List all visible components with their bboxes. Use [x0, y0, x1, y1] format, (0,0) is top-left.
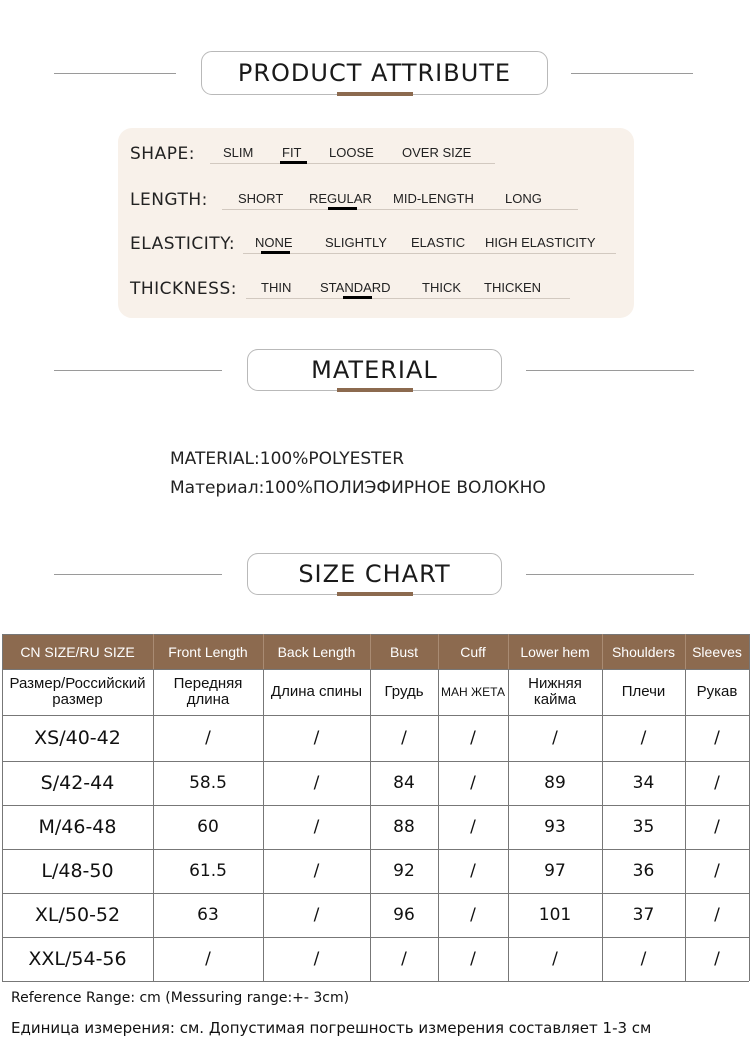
table-cell: 58.5 [189, 773, 227, 793]
table-header-divider [438, 634, 439, 669]
table-cell: 92 [393, 861, 415, 881]
table-column-divider [438, 669, 439, 981]
table-cell: / [552, 728, 558, 748]
attribute-option: NONE [255, 235, 293, 250]
table-cell: / [205, 728, 211, 748]
attribute-option: OVER SIZE [402, 145, 472, 160]
table-row-divider [2, 937, 749, 938]
attribute-option: LOOSE [329, 145, 374, 160]
section-title-underline [337, 592, 413, 596]
attribute-label-elasticity: ELASTICITY: [130, 234, 236, 254]
selected-marker-length [328, 207, 357, 210]
material-en [170, 449, 404, 469]
table-cell: / [714, 817, 720, 837]
attribute-option: ELASTIC [411, 235, 466, 250]
section-title-attribute [201, 51, 548, 95]
table-cell: / [313, 773, 320, 793]
selected-marker-thickness [343, 296, 372, 299]
attribute-label-thickness: THICKNESS: [130, 279, 237, 299]
table-cell: / [640, 728, 647, 748]
material-ru-label: Материал: [170, 478, 265, 498]
attribute-underline [222, 209, 578, 210]
section-title-size-chart [247, 553, 502, 595]
material-en-label: MATERIAL: [170, 449, 260, 469]
table-cell: / [470, 817, 476, 837]
table-row-divider [2, 669, 749, 670]
table-cell: 89 [544, 773, 566, 793]
footnote-ru: Единица измерения: см. Допустимая погрешность измерения составляет 1-3 см [11, 1019, 652, 1037]
table-cell: 60 [197, 817, 219, 837]
table-cell: / [470, 728, 476, 748]
table-header-cell: Bust [389, 643, 418, 660]
table-column-divider [508, 669, 509, 981]
table-cell: 84 [393, 773, 415, 793]
table-cell: / [552, 949, 558, 969]
material-ru [170, 478, 546, 498]
section-title-material-text: MATERIAL [311, 356, 438, 384]
attribute-option: HIGH ELASTICITY [485, 235, 596, 250]
size-label-cell: XL/50-52 [34, 904, 121, 926]
selected-marker-elasticity [261, 251, 290, 254]
table-header-divider [508, 634, 509, 669]
table-cell: 93 [544, 817, 566, 837]
table-header-cell: Sleeves [692, 643, 742, 660]
table-cell: / [714, 728, 720, 748]
table-header-divider [153, 634, 154, 669]
table-cell: 96 [393, 905, 415, 925]
table-cell: / [470, 861, 476, 881]
table-cell: / [401, 949, 407, 969]
selected-marker-shape [280, 161, 307, 164]
table-row-divider [2, 634, 749, 635]
table-header-ru-cell: Нижняя кайма [528, 675, 582, 708]
table-cell: 61.5 [189, 861, 227, 881]
size-label-cell: XS/40-42 [34, 727, 121, 749]
table-header-cell: Back Length [277, 643, 356, 660]
material-ru-value: 100%ПОЛИЭФИРНОЕ ВОЛОКНО [264, 478, 546, 498]
attribute-option: SLIM [223, 145, 254, 160]
header-line-left [54, 73, 176, 74]
attribute-option: STANDARD [320, 280, 391, 295]
table-cell: / [714, 773, 720, 793]
table-header-cell: Cuff [460, 643, 486, 660]
footnote-en: Reference Range: cm (Messuring range:+- 3cm) [11, 990, 350, 1006]
table-cell: / [313, 949, 320, 969]
table-row-divider [2, 981, 749, 982]
table-header-ru-cell: Размер/Российский размер [9, 675, 146, 708]
table-column-divider [602, 669, 603, 981]
material-en-value: 100%POLYESTER [259, 449, 405, 469]
table-cell: 37 [632, 905, 655, 925]
table-header-divider [602, 634, 603, 669]
section-title-underline [337, 92, 413, 96]
table-row-divider [2, 805, 749, 806]
table-cell: 88 [393, 817, 415, 837]
table-cell: / [470, 905, 476, 925]
attribute-option: THICKEN [484, 280, 542, 295]
table-cell: 97 [544, 861, 566, 881]
size-label-cell: XXL/54-56 [28, 948, 127, 970]
table-cell: 36 [632, 861, 655, 881]
table-header-cell: Shoulders [611, 643, 676, 660]
section-title-size-chart-text: SIZE CHART [298, 560, 451, 588]
table-header-ru-cell: Плечи [621, 683, 666, 700]
header-line-right [526, 370, 694, 371]
table-header-ru-cell: Грудь [384, 683, 424, 700]
attribute-option: THICK [422, 280, 461, 295]
section-title-attribute-text: PRODUCT ATTRIBUTE [237, 59, 512, 87]
table-cell: 35 [632, 817, 655, 837]
table-row-divider [2, 893, 749, 894]
table-cell: / [313, 817, 320, 837]
attribute-option: FIT [282, 145, 302, 160]
size-label-cell: S/42-44 [40, 772, 115, 794]
attribute-option: THIN [261, 280, 292, 295]
table-header-divider [370, 634, 371, 669]
table-header-divider [685, 634, 686, 669]
table-cell: / [640, 949, 647, 969]
table-cell: 101 [538, 905, 572, 925]
table-header-cell: CN SIZE/RU SIZE [20, 643, 135, 660]
header-line-right [526, 574, 694, 575]
table-cell: / [401, 728, 407, 748]
table-header-divider [263, 634, 264, 669]
table-header-ru-cell: МАН ЖЕТА [440, 685, 506, 699]
size-label-cell: L/48-50 [41, 860, 114, 882]
attribute-option: SHORT [238, 191, 284, 206]
table-cell: / [313, 861, 320, 881]
table-cell: / [470, 773, 476, 793]
table-row-divider [2, 849, 749, 850]
table-cell: / [470, 949, 476, 969]
attribute-underline [243, 253, 616, 254]
header-line-left [54, 370, 222, 371]
attribute-label-length: LENGTH: [130, 190, 208, 210]
section-title-material [247, 349, 502, 391]
table-cell: / [714, 905, 720, 925]
table-column-divider [153, 669, 154, 981]
header-line-left [54, 574, 222, 575]
table-cell: 34 [632, 773, 655, 793]
attribute-option: SLIGHTLY [325, 235, 387, 250]
table-column-divider [263, 669, 264, 981]
table-cell: 63 [197, 905, 219, 925]
table-header-ru-cell: Передняя длина [173, 675, 243, 708]
attribute-option: LONG [505, 191, 542, 206]
attribute-option: MID-LENGTH [393, 191, 474, 206]
table-header-ru-cell: Длина спины [270, 683, 363, 700]
header-line-right [571, 73, 693, 74]
table-cell: / [313, 728, 320, 748]
table-row-divider [2, 761, 749, 762]
table-header-ru-cell: Рукав [696, 683, 738, 700]
table-header-cell: Lower hem [520, 643, 590, 660]
attribute-underline [210, 163, 495, 164]
section-title-underline [337, 388, 413, 392]
table-column-divider [370, 669, 371, 981]
attribute-underline [246, 298, 570, 299]
table-header-cell: Front Length [168, 643, 248, 660]
table-cell: / [714, 949, 720, 969]
table-cell: / [205, 949, 211, 969]
table-row-divider [2, 715, 749, 716]
attribute-label-shape: SHAPE: [130, 144, 195, 164]
size-label-cell: M/46-48 [38, 816, 117, 838]
table-cell: / [714, 861, 720, 881]
table-column-divider [2, 634, 3, 981]
table-column-divider [685, 669, 686, 981]
attribute-option: REGULAR [309, 191, 372, 206]
table-cell: / [313, 905, 320, 925]
